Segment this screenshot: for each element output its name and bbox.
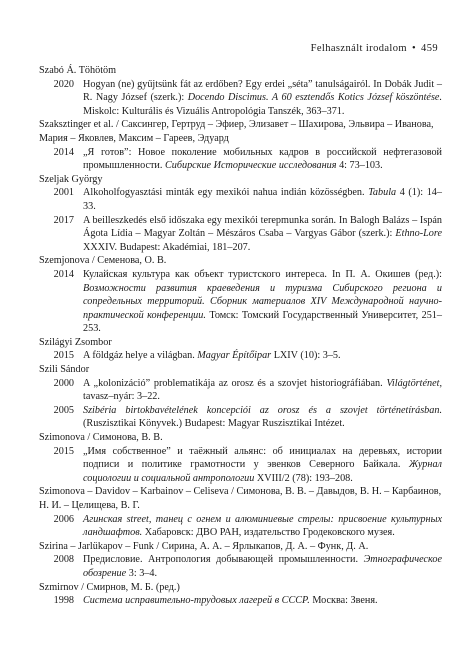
entry-year: 2017	[53, 214, 74, 226]
entry-text-segment: „Я готов”: Новое поколение мобильных кадров в российской нефтегазовой промышленности.	[83, 146, 442, 172]
author-heading: Szimonova / Симонова, В. В.	[39, 432, 163, 444]
author-heading: Szemjonova / Семенова, О. В.	[39, 255, 167, 267]
entry-year: 2008	[53, 554, 74, 566]
entry-text-segment: Хабаровск: ДВО РАН, издательство Гродековского музея.	[142, 527, 395, 539]
entry-text-segment: A földgáz helye a világban.	[83, 350, 198, 362]
entry-year: 2015	[53, 445, 74, 457]
entry-year: 2020	[53, 78, 74, 90]
entry-text	[83, 445, 442, 486]
bibliography-entry	[39, 146, 442, 173]
bibliography-entry	[39, 445, 442, 486]
entry-text	[83, 404, 442, 431]
bibliography-entry	[39, 349, 442, 363]
entry-text-segment: LXIV (10): 3–5.	[271, 350, 341, 362]
entry-text-segment: Alkoholfogyasztási minták egy mexikói nahua indián közösségben.	[83, 187, 369, 199]
author-heading: Szabó Á. Töhötöm	[39, 65, 117, 76]
entry-title-italic: Világtörténet,	[386, 377, 442, 389]
entry-text-segment: 4: 73–103.	[336, 160, 383, 172]
section-title: Felhasznált irodalom	[310, 43, 407, 54]
entry-title-italic: Сибирские Исторические исследования	[164, 160, 337, 172]
entry-text	[83, 186, 442, 213]
bibliography-entry	[39, 404, 442, 431]
entry-text	[83, 594, 442, 608]
entry-text-segment: XXXIV. Budapest: Akadémiai, 181–207.	[83, 241, 251, 253]
entry-year: 1998	[53, 595, 74, 607]
entry-text-segment: Кулайская культура как объект туристского интереса. In П. А. Окишев (ред.):	[83, 268, 442, 280]
entry-title-italic: Ethno-Lore	[395, 228, 442, 240]
running-header	[311, 43, 438, 54]
entry-title-italic: Tabula	[368, 187, 397, 199]
entry-text	[83, 377, 442, 404]
bibliography-entry	[39, 78, 442, 119]
page-number: 459	[421, 43, 438, 54]
bibliography-entry	[39, 513, 442, 540]
entry-text-segment: (Ruszisztikai Könyvek.) Budapest: Magyar Ruszisztikai Intézet.	[83, 418, 345, 430]
entry-year: 2014	[53, 268, 74, 280]
author-heading: Szili Sándor	[39, 364, 90, 376]
entry-text	[83, 146, 442, 173]
bibliography-entry	[39, 377, 442, 404]
author-heading: Szmirnov / Смирнов, М. Б. (ред.)	[39, 581, 180, 593]
entry-text-segment: 3: 3–4.	[126, 567, 158, 579]
bibliography-entry	[39, 594, 442, 608]
bibliography-list	[39, 64, 442, 608]
entry-year: 2015	[53, 350, 74, 362]
entry-year: 2005	[53, 404, 74, 416]
entry-text-segment: Miskolc: Kulturális és Vizuális Antropológia Tanszék, 363–371.	[83, 105, 345, 117]
entry-text-segment: „Имя собственное” и таёжный альянс: об инициалах на деревьях, истории подписи и политике грамотности у эвенков Северного Байкала.	[83, 445, 442, 471]
entry-text	[83, 513, 442, 540]
entry-title-italic: Система исправительно-трудовых лагерей в СССР.	[83, 595, 310, 607]
entry-text-segment: Москва: Звеня.	[309, 595, 378, 607]
entry-title-italic: Журнал социологии и социальной антропологии	[83, 459, 442, 484]
entry-year: 2006	[53, 513, 74, 525]
entry-text-segment: 4 (1): 14–33.	[83, 187, 442, 212]
entry-text-segment: A „kolonizáció” problematikája az orosz és a szovjet historiográfiában.	[83, 377, 387, 389]
author-heading: Szirina – Jarlükapov – Funk / Сирина, А. А. – Ярлыкапов, Д. А. – Функ, Д. А.	[39, 540, 369, 552]
entry-text-segment: Предисловие. Антропология добывающей промышленности.	[83, 554, 364, 566]
entry-text	[83, 553, 442, 580]
author-heading: Szimonova – Davidov – Karbainov – Celiseva / Симонова, В. В. – Давыдов, В. Н. – Карбаинов, Н. И. – Целищева, В. Г.	[39, 486, 442, 511]
bibliography-entry	[39, 186, 442, 213]
entry-text	[83, 268, 442, 336]
header-separator: •	[411, 43, 417, 54]
entry-text	[83, 78, 442, 119]
bibliography-entry	[39, 553, 442, 580]
entry-text-segment: tavasz–nyár: 3–22.	[83, 391, 160, 403]
entry-text-segment: A beilleszkedés első időszaka egy mexikói terepmunka során. In Balogh Balázs – Ispán Ágota Lídia – Magyar Zoltán – Mészáros Csaba – Vargyas Gábor (szerk.):	[83, 214, 442, 240]
bibliography-entry	[39, 214, 442, 255]
entry-text-segment: Томск: Томский Государственный Университет, 251–253.	[83, 309, 442, 335]
entry-text-segment: Hogyan (ne) gyűjtsünk fát az erdőben? Egy erdei „séta” tanulságairól. In Dobák Judit – R. Nagy József (szerk.):	[83, 78, 442, 104]
bibliography-entry	[39, 268, 442, 336]
entry-text-segment: XVIII/2 (78): 193–208.	[254, 472, 353, 484]
entry-year: 2000	[53, 377, 74, 389]
entry-title-italic: Magyar Építőipar	[197, 350, 272, 362]
entry-text	[83, 214, 442, 255]
entry-text	[83, 349, 442, 363]
entry-title-italic: Этнографическое обозрение	[83, 554, 442, 579]
entry-year: 2014	[53, 146, 74, 158]
author-heading: Szilágyi Zsombor	[39, 336, 112, 348]
entry-title-italic: Docendo Discimus. A 60 esztendős Kotics József köszöntése.	[187, 92, 442, 104]
entry-title-italic: Szibéria birtokbavételének koncepciói az orosz és a szovjet történetírásban.	[83, 404, 442, 416]
author-heading: Szeljak György	[39, 173, 103, 185]
author-heading: Szaksztinger et al. / Саксингер, Гертруд – Эфиер, Элизавет – Шахирова, Эльвира – Иванова, Мария – Яковлев, Максим – Гареев, Эдуард	[39, 119, 434, 144]
entry-year: 2001	[53, 187, 74, 199]
entry-title-italic: Агинская street, танец с огнем и алюминиевые стрелы: присвоение культурных ландшафтов.	[83, 513, 442, 539]
entry-title-italic: Возможности развития краеведения и туризма Сибирского региона и сопредельных территорий. Сборник материалов XIV Международной научно-практической конференции.	[83, 282, 442, 321]
